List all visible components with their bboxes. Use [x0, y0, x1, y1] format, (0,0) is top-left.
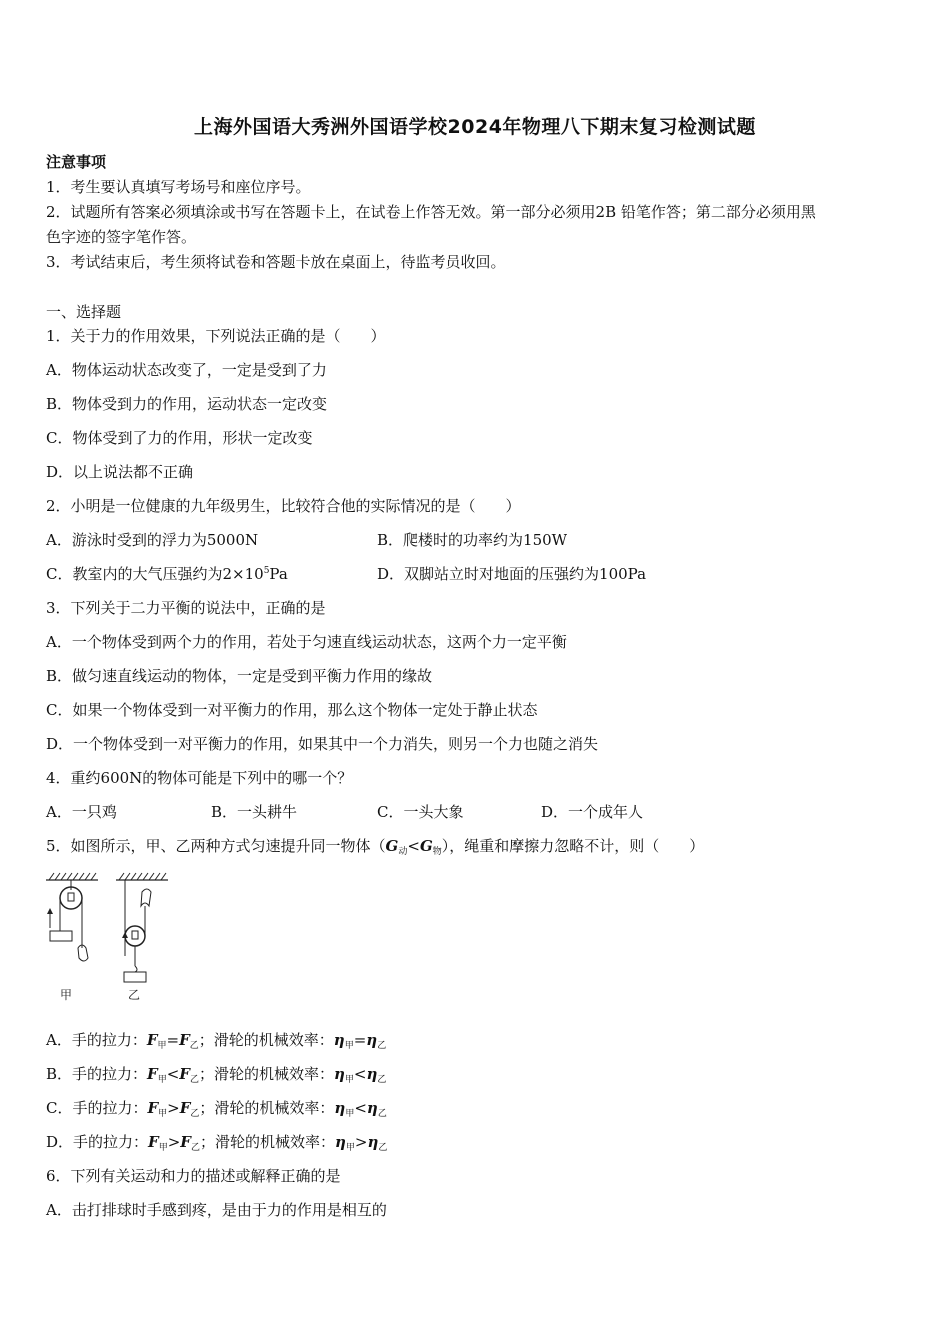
option-text: ；滑轮的机械效率：	[198, 1031, 334, 1049]
option-text: ；滑轮的机械效率：	[198, 1065, 334, 1083]
subscript: 甲	[344, 1041, 354, 1051]
option: C．一头大象	[377, 803, 464, 821]
option	[46, 1132, 387, 1155]
option-text: ；滑轮的机械效率：	[199, 1099, 335, 1117]
question-stem: 4．重约600N的物体可能是下列中的哪一个？	[46, 769, 353, 787]
symbol-f: F	[148, 1133, 159, 1151]
relation: <	[166, 1065, 180, 1083]
symbol-f: F	[179, 1031, 190, 1049]
symbol-f: F	[179, 1099, 191, 1117]
option-text: C．教室内的大气压强约为2×10	[46, 565, 264, 583]
option	[46, 1098, 387, 1121]
option: A．物体运动状态改变了，一定是受到了力	[46, 361, 327, 379]
option: D．一个成年人	[541, 803, 644, 821]
exponent: 5	[263, 566, 270, 576]
stem-text: ），绳重和摩擦力忽略不计，则（ ）	[441, 837, 705, 855]
relation: <	[407, 837, 420, 855]
subscript: 乙	[378, 1143, 388, 1153]
option	[46, 564, 288, 587]
option: A．一只鸡	[46, 803, 117, 821]
notice-item: 2．试题所有答案必须填涂或书写在答题卡上，在试卷上作答无效。第一部分必须用2B 铅笔作答；第二部分必须用黑	[46, 203, 816, 221]
symbol-eta: η	[366, 1031, 378, 1049]
subscript: 乙	[190, 1109, 200, 1119]
subscript: 物	[432, 847, 442, 857]
option: C．物体受到了力的作用，形状一定改变	[46, 429, 313, 447]
ceiling-hatch-yi	[116, 873, 168, 880]
relation: >	[354, 1133, 368, 1151]
symbol-f: F	[180, 1133, 191, 1151]
option: B．做匀速直线运动的物体，一定是受到平衡力作用的缘故	[46, 667, 433, 685]
relation: <	[353, 1065, 367, 1083]
figure-label-jia: 甲	[60, 988, 73, 1002]
symbol-g: G	[419, 837, 433, 855]
option: D．一个物体受到一对平衡力的作用，如果其中一个力消失，则另一个力也随之消失	[46, 735, 599, 753]
symbol-f: F	[146, 1031, 158, 1049]
symbol-eta: η	[334, 1099, 346, 1117]
option-text: D．手的拉力：	[46, 1133, 149, 1151]
notice-heading: 注意事项	[46, 153, 107, 171]
symbol-eta: η	[334, 1133, 346, 1151]
option: B．爬楼时的功率约为150W	[377, 531, 568, 549]
option: D．双脚站立时对地面的压强约为100Pa	[377, 565, 647, 583]
ceiling-hatch-jia	[46, 873, 98, 880]
symbol-f: F	[179, 1065, 190, 1083]
subscript: 乙	[189, 1041, 199, 1051]
subscript: 甲	[345, 1109, 355, 1119]
relation: >	[167, 1133, 181, 1151]
option: A．一个物体受到两个力的作用，若处于匀速直线运动状态，这两个力一定平衡	[46, 633, 567, 651]
relation: =	[166, 1031, 180, 1049]
symbol-eta: η	[366, 1065, 378, 1083]
fixed-pulley-jia	[47, 880, 88, 961]
subscript: 甲	[158, 1143, 168, 1153]
subscript: 乙	[377, 1075, 387, 1085]
option	[46, 1030, 386, 1053]
subscript: 乙	[377, 1041, 387, 1051]
section-heading: 一、选择题	[46, 303, 122, 321]
option-text: A．手的拉力：	[46, 1031, 147, 1049]
question-stem	[46, 836, 704, 859]
symbol-g: G	[385, 837, 399, 855]
symbol-eta: η	[367, 1133, 379, 1151]
option-text: B．手的拉力：	[46, 1065, 148, 1083]
option-unit: Pa	[269, 565, 288, 583]
notice-item: 1．考生要认真填写考场号和座位序号。	[46, 178, 311, 196]
relation: >	[167, 1099, 180, 1117]
notice-item: 色字迹的签字笔作答。	[46, 228, 197, 246]
option: A．击打排球时手感到疼，是由于力的作用是相互的	[46, 1201, 387, 1219]
question-stem: 2．小明是一位健康的九年级男生，比较符合他的实际情况的是（ ）	[46, 497, 521, 515]
option: A．游泳时受到的浮力为5000N	[46, 531, 259, 549]
subscript: 甲	[157, 1041, 167, 1051]
symbol-f: F	[147, 1065, 158, 1083]
relation: <	[354, 1099, 367, 1117]
option: C．如果一个物体受到一对平衡力的作用，那么这个物体一定处于静止状态	[46, 701, 538, 719]
option-text: C．手的拉力：	[46, 1099, 148, 1117]
option: D．以上说法都不正确	[46, 463, 194, 481]
option-text: ；滑轮的机械效率：	[199, 1133, 335, 1151]
symbol-eta: η	[333, 1031, 345, 1049]
subscript: 乙	[189, 1075, 199, 1085]
subscript: 乙	[190, 1143, 200, 1153]
subscript: 甲	[345, 1143, 355, 1153]
option: B．物体受到力的作用，运动状态一定改变	[46, 395, 328, 413]
movable-pulley-yi	[122, 880, 151, 982]
symbol-eta: η	[366, 1099, 378, 1117]
relation: =	[353, 1031, 367, 1049]
symbol-f: F	[147, 1099, 159, 1117]
stem-text: 5．如图所示，甲、乙两种方式匀速提升同一物体（	[46, 837, 386, 855]
question-stem: 1．关于力的作用效果，下列说法正确的是（ ）	[46, 327, 386, 345]
symbol-eta: η	[333, 1065, 345, 1083]
subscript: 甲	[158, 1109, 168, 1119]
question-stem: 6．下列有关运动和力的描述或解释正确的是	[46, 1167, 341, 1185]
option	[46, 1064, 386, 1087]
subscript: 甲	[344, 1075, 354, 1085]
page-title: 上海外国语大秀洲外国语学校2024年物理八下期末复习检测试题	[194, 116, 756, 138]
subscript: 甲	[157, 1075, 167, 1085]
subscript: 动	[398, 847, 408, 857]
figure-label-yi: 乙	[128, 988, 141, 1002]
option: B．一头耕牛	[211, 803, 298, 821]
subscript: 乙	[377, 1109, 387, 1119]
notice-item: 3．考试结束后，考生须将试卷和答题卡放在桌面上，待监考员收回。	[46, 253, 506, 271]
question-stem: 3．下列关于二力平衡的说法中，正确的是	[46, 599, 326, 617]
pulley-figure	[40, 866, 180, 1006]
